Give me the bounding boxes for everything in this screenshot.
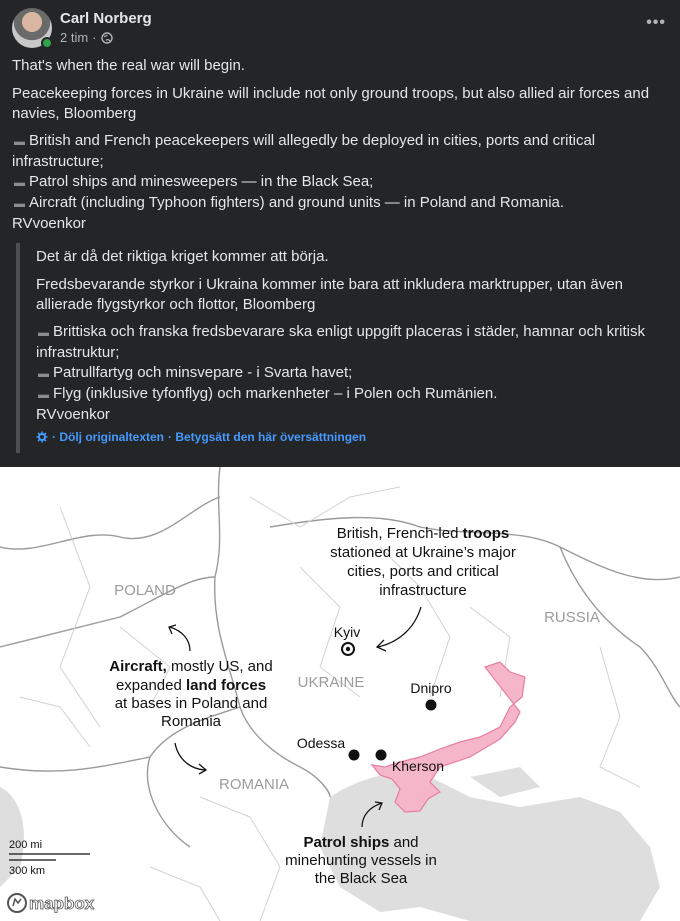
original-text-line: infrastruktur; — [36, 344, 120, 361]
translation-controls — [36, 430, 366, 444]
mapbox-wordmark: mapbox — [29, 894, 95, 913]
city-marker — [349, 750, 360, 761]
original-text-line: Fredsbevarande styrkor i Ukraina kommer inte bara att inkludera marktrupper, utan även — [36, 276, 623, 293]
post-text-line: Patrol ships and minesweepers — in the Black Sea; — [29, 173, 374, 190]
annotation-line: minehunting vessels in — [285, 852, 437, 869]
mapbox-icon — [8, 894, 26, 912]
post-text-line: infrastructure; — [12, 153, 104, 170]
label-russia: RUSSIA — [544, 609, 600, 626]
hide-original-link[interactable]: · Dölj originaltexten — [52, 430, 165, 444]
original-text-line: allierade flygstyrkor och flottor, Bloomberg — [36, 296, 316, 313]
scale-mi: 200 mi — [9, 839, 43, 851]
author-name[interactable]: Carl Norberg — [60, 10, 152, 27]
bullet-icon: ▬ — [38, 389, 49, 401]
meta-separator: · — [92, 30, 97, 45]
bullet-icon: ▬ — [14, 177, 25, 189]
label-ukraine: UKRAINE — [297, 674, 365, 691]
post-text-line: British and French peacekeepers will allegedly be deployed in cities, ports and critical — [29, 132, 596, 149]
bullet-icon: ▬ — [38, 327, 49, 339]
more-options-icon[interactable]: ••• — [646, 14, 666, 31]
annotation-line: stationed at Ukraine’s major — [330, 544, 516, 561]
post-time[interactable]: 2 tim — [60, 30, 89, 45]
city-marker — [376, 750, 387, 761]
scale-km: 300 km — [9, 865, 46, 877]
annotation-line: British, French-led troops — [336, 525, 510, 542]
annotation-line: at bases in Poland and — [114, 695, 268, 712]
city-label: Dnipro — [410, 680, 452, 696]
annotation-line: infrastructure — [379, 582, 467, 599]
online-status-dot — [41, 37, 53, 49]
annotation-line: Aircraft, mostly US, and — [109, 658, 273, 675]
post-text-line: navies, Bloomberg — [12, 105, 137, 122]
bullet-icon: ▬ — [14, 198, 25, 210]
original-text-line: RVvoenkor — [36, 406, 110, 423]
original-text-list — [36, 322, 656, 425]
original-text-quote — [16, 243, 668, 453]
post-header — [12, 8, 668, 48]
post-meta — [60, 30, 113, 45]
mapbox-logo[interactable] — [8, 894, 95, 913]
original-text-line: Flyg (inklusive tyfonflyg) och markenheter – i Polen och Rumänien. — [53, 385, 498, 402]
post-text-paragraph — [12, 84, 662, 124]
annotation-line: expanded land forces — [115, 677, 267, 694]
annotation-line: Patrol ships and — [303, 834, 419, 851]
globe-icon — [101, 32, 113, 44]
city-label: Kherson — [391, 758, 445, 774]
gear-icon — [36, 431, 48, 443]
original-text-line: Brittiska och franska fredsbevarare ska enligt uppgift placeras i städer, hamnar och kritisk — [53, 323, 645, 340]
label-poland: POLAND — [114, 582, 176, 599]
post-text-list — [12, 131, 662, 234]
annotation-line: cities, ports and critical — [347, 563, 499, 580]
annotation-line: Romania — [160, 713, 222, 730]
bullet-icon: ▬ — [38, 368, 49, 380]
post-text-line: Peacekeeping forces in Ukraine will include not only ground troops, but also allied air forces and — [12, 85, 650, 102]
post-text-line: RVvoenkor — [12, 215, 86, 232]
city-label: Kyiv — [333, 624, 361, 640]
original-text-line: Det är då det riktiga kriget kommer att börja. — [36, 248, 329, 265]
annotation-line: the Black Sea — [314, 870, 408, 887]
bullet-icon: ▬ — [14, 136, 25, 148]
post-text-line: Aircraft (including Typhoon fighters) and ground units — in Poland and Romania. — [29, 194, 565, 211]
capital-dot — [346, 647, 350, 651]
city-label: Odessa — [296, 735, 346, 751]
label-romania: ROMANIA — [218, 776, 290, 793]
original-text-paragraph — [36, 275, 656, 315]
post-text-line: That's when the real war will begin. — [12, 57, 245, 74]
original-text-line: Patrullfartyg och minsvepare - i Svarta havet; — [53, 364, 353, 381]
rate-translation-link[interactable]: · Betygsätt den här översättningen — [168, 430, 367, 444]
city-marker — [426, 700, 437, 711]
map-image — [0, 467, 680, 921]
